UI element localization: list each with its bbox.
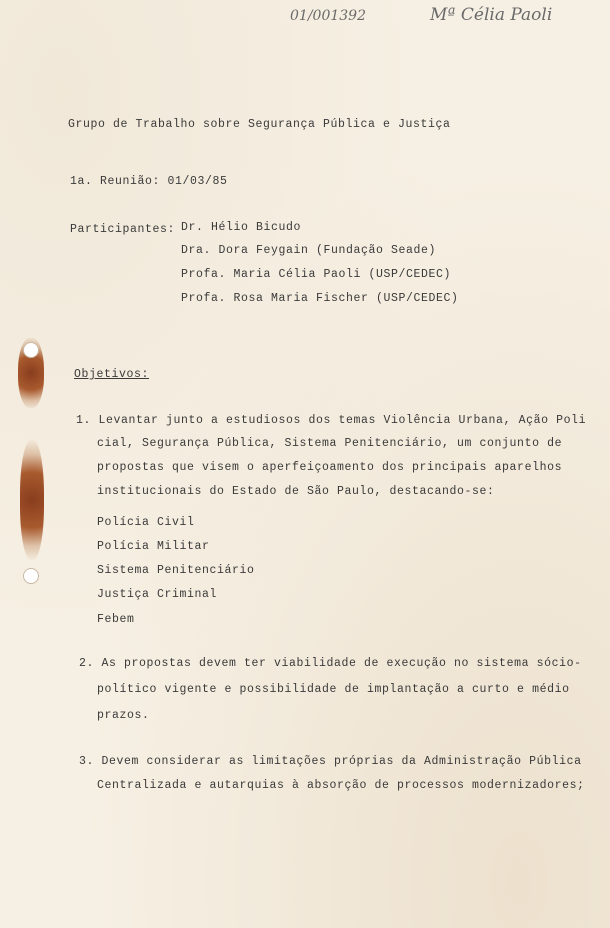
objective-line: prazos. (97, 709, 150, 722)
participant-name: Profa. Maria Célia Paoli (USP/CEDEC) (181, 268, 452, 281)
institution-item: Justiça Criminal (97, 588, 218, 601)
meeting-date: 1a. Reunião: 01/03/85 (70, 175, 228, 188)
objective-line: 2. As propostas devem ter viabilidade de execução no sistema sócio- (79, 657, 582, 670)
participant-name: Dra. Dora Feygain (Fundação Seade) (181, 244, 437, 257)
institution-item: Polícia Civil (97, 516, 195, 529)
objective-line: político vigente e possibilidade de implantação a curto e médio (97, 683, 570, 696)
handwritten-name: Mª Célia Paoli (430, 5, 553, 25)
document-title: Grupo de Trabalho sobre Segurança Pública e Justiça (68, 118, 451, 131)
objective-line: cial, Segurança Pública, Sistema Penitenciário, um conjunto de (97, 437, 563, 450)
archive-number: 01/001392 (290, 8, 366, 24)
objective-line: institucionais do Estado de São Paulo, destacando-se: (97, 485, 495, 498)
rust-stain (20, 440, 44, 560)
objectives-heading: Objetivos: (74, 368, 150, 381)
institution-item: Sistema Penitenciário (97, 564, 255, 577)
participants-label: Participantes: (70, 223, 176, 236)
institution-item: Febem (97, 613, 135, 626)
institution-item: Polícia Militar (97, 540, 210, 553)
punch-hole (23, 342, 39, 358)
objective-line: 3. Devem considerar as limitações próprias da Administração Pública (79, 755, 582, 768)
punch-hole (23, 568, 39, 584)
participant-name: Dr. Hélio Bicudo (181, 221, 302, 234)
participant-name: Profa. Rosa Maria Fischer (USP/CEDEC) (181, 292, 459, 305)
objective-line: Centralizada e autarquias à absorção de processos modernizadores; (97, 779, 585, 792)
objective-line: propostas que visem o aperfeiçoamento dos principais aparelhos (97, 461, 563, 474)
objective-line: 1. Levantar junto a estudiosos dos temas Violência Urbana, Ação Poli (76, 414, 587, 427)
